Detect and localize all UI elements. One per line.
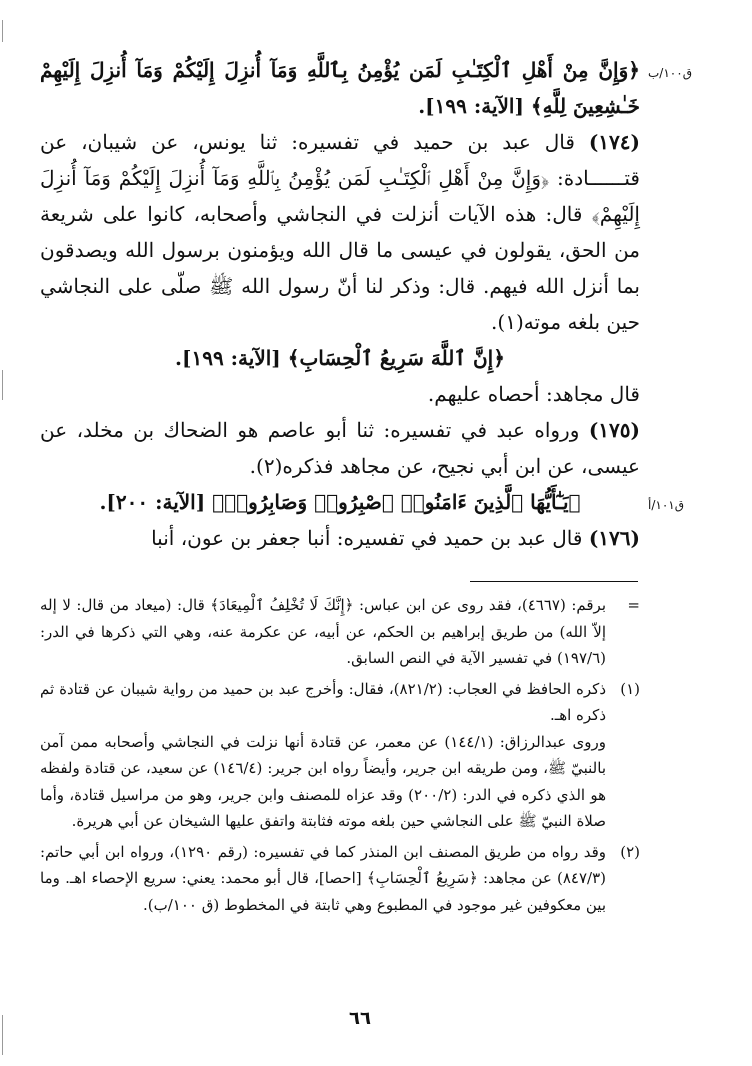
footnote-divider xyxy=(470,581,638,582)
footnote-text xyxy=(40,676,606,835)
footnote-2 xyxy=(40,839,640,919)
hadith-text: قال عبد بن حميد في تفسيره: ثنا يونس، عن شيبان، عن قتــــــادة: ﴿وَإِنَّ مِنْ أَهْلِ ٱلْكِتَـٰبِ لَمَن يُؤْمِنُ بِٱللَّهِ وَمَآ أُنزِلَ إِلَيْكُمْ وَمَآ أُنزِلَ إِلَيْهِمْ﴾ قال: هذه الآيات أنزلت في النجاشي وأصحابه، كانوا على شريعة من الحق، يقولون في عيسى ما قال الله ويؤمنون برسول الله ويصدقون بما أنزل الله فيهم. قال: وذكر لنا أنّ رسول الله ﷺ صلّى على النجاشي حين بلغه موته(١). xyxy=(40,130,641,334)
footnote-paragraph: ذكره الحافظ في العجاب: (٨٢١/٢)، فقال: وأخرج عبد بن حميد من رواية شيبان عن قتادة ثم ذكره اهـ. xyxy=(40,679,607,724)
main-text xyxy=(40,52,640,556)
folio-marker: ق١٠٠/ب xyxy=(648,66,692,80)
hadith-text: قال عبد بن حميد في تفسيره: أنبا جعفر بن عون، أنبا xyxy=(151,526,589,550)
footnote-text: برقم: (٤٦٦٧)، فقد روى عن ابن عباس: ﴿إِنَّكَ لَا تُخْلِفُ ٱلْمِيعَادَ﴾ قال: (ميعاد من قال: لا إله إلاّ الله) من طريق إبراهيم بن الحكم، عن أبيه، عن عكرمة عنه، وهي التي ذكرها في الدر: (١٩٧/٦) في تفسير الآية في النص السابق. xyxy=(40,596,606,667)
quran-verse: ﴿يَـٰٓأَيُّهَا ٱلَّذِينَ ءَامَنُوا۟ ٱصْبِرُوا۟ وَصَابِرُوا۟﴾ [الآية: ٢٠٠]. xyxy=(99,490,581,514)
scan-edge xyxy=(2,370,3,400)
hadith-text: ورواه عبد في تفسيره: ثنا أبو عاصم هو الضحاك بن مخلد، عن عيسى، عن ابن أبي نجيح، عن مجاهد فذكره(٢). xyxy=(40,418,640,478)
footnote-number: (٢) xyxy=(620,842,640,861)
footnote-continuation xyxy=(40,592,640,672)
hadith-number: (١٧٥) xyxy=(588,418,640,442)
footnote-text: وقد رواه من طريق المصنف ابن المنذر كما في تفسيره: (رقم ١٢٩٠)، ورواه ابن أبي حاتم: (٨٤٧/٣) عن مجاهد: ﴿سَرِيعُ ٱلْحِسَابِ﴾ [احصا]، قال أبو محمد: يعني: سريع الإحصاء اهـ. وما بين معكوفين غير موجود في المطبوع وهي ثابتة في المخطوط (ق ١٠٠/ب). xyxy=(40,842,606,914)
hadith-number: (١٧٤) xyxy=(588,130,640,154)
footnotes xyxy=(40,592,640,918)
scan-edge xyxy=(2,20,3,42)
scan-edge xyxy=(2,1015,3,1055)
commentary: قال مجاهد: أحصاه عليهم. xyxy=(427,382,640,406)
hadith-174 xyxy=(40,124,640,340)
quran-verse: ﴿إِنَّ ٱللَّهَ سَرِيعُ ٱلْحِسَابِ﴾ [الآية: ١٩٩]. xyxy=(175,346,505,370)
hadith-176 xyxy=(40,520,640,556)
footnote-1 xyxy=(40,676,640,835)
footnote-number: (١) xyxy=(620,679,640,698)
hadith-number: (١٧٦) xyxy=(588,526,640,550)
continuation-mark: = xyxy=(627,596,640,614)
page-number: ٦٦ xyxy=(349,1008,371,1029)
footnote-paragraph: وروى عبدالرزاق: (١٤٤/١) عن معمر، عن قتادة أنها نزلت في النجاشي وأصحابه ممن آمن بالنبيّ ﷺ، ومن طريقه ابن جرير، وأيضاً رواه ابن جرير: (١٤٦/٤) عن سعيد، عن قتادة ولفظه هو الذي ذكره في الدر: (٢٠٠/٢) وقد عزاه للمصنف وابن جرير، وهو من مراسيل قتادة، وأما صلاة النبيّ ﷺ على النجاشي حين بلغه موته فثابتة واتفق عليها الشيخان عن أبي هريرة. xyxy=(40,732,607,830)
hadith-175 xyxy=(40,412,640,484)
quran-verse: ﴿وَإِنَّ مِنْ أَهْلِ ٱلْكِتَـٰبِ لَمَن يُؤْمِنُ بِٱللَّهِ وَمَآ أُنزِلَ إِلَيْكُمْ وَمَآ أُنزِلَ إِلَيْهِمْ خَـٰشِعِينَ لِلَّهِ﴾ [الآية: ١٩٩]. xyxy=(40,58,640,118)
folio-marker: ق١٠١/أ xyxy=(648,498,685,512)
